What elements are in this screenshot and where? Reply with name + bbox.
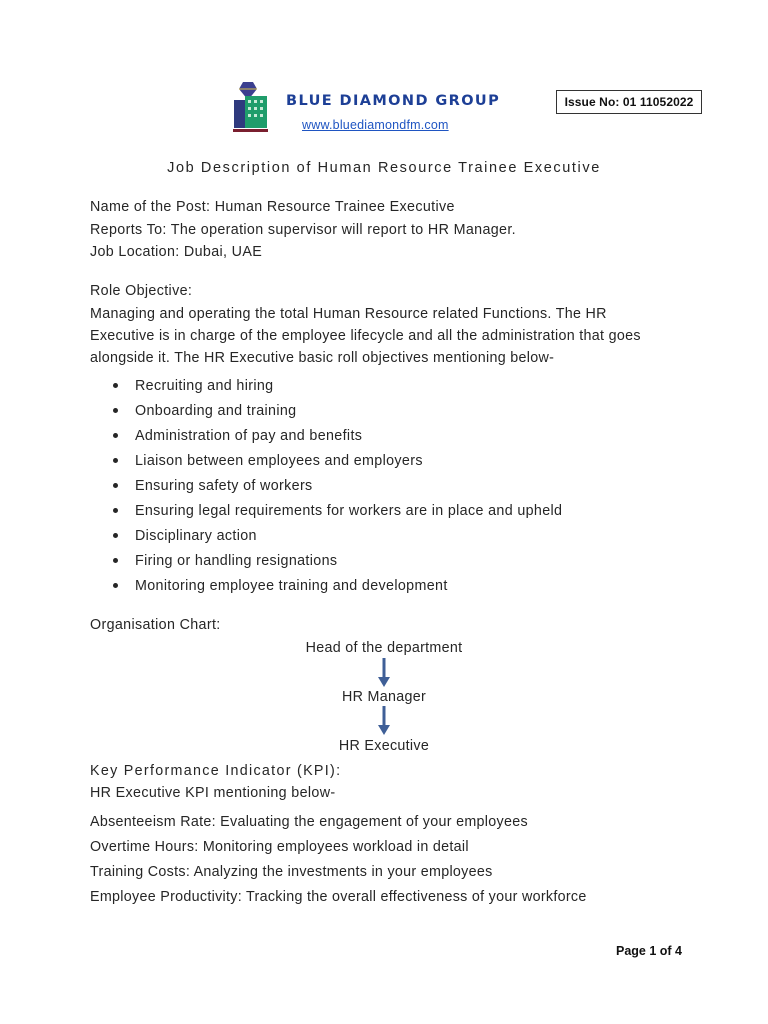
reports-to: Reports To: The operation supervisor will report to HR Manager. bbox=[90, 222, 516, 238]
bullet-icon bbox=[113, 583, 118, 588]
org-node-hr-executive: HR Executive bbox=[338, 738, 430, 754]
list-item: Firing or handling resignations bbox=[113, 548, 562, 573]
bullet-icon bbox=[113, 458, 118, 463]
kpi-intro: HR Executive KPI mentioning below- bbox=[90, 785, 336, 801]
bullet-icon bbox=[113, 433, 118, 438]
role-objective-heading: Role Objective: bbox=[90, 283, 193, 299]
list-item: Ensuring safety of workers bbox=[113, 473, 562, 498]
list-item: Ensuring legal requirements for workers are in place and upheld bbox=[113, 498, 562, 523]
paragraph-line: Managing and operating the total Human Resource related Functions. The HR bbox=[90, 306, 607, 322]
paragraph-line: Executive is in charge of the employee lifecycle and all the administration that goes bbox=[90, 328, 641, 344]
company-website-link[interactable]: www.bluediamondfm.com bbox=[302, 118, 449, 132]
list-item: Recruiting and hiring bbox=[113, 373, 562, 398]
list-item: Administration of pay and benefits bbox=[113, 423, 562, 448]
issue-number-box: Issue No: 01 11052022 bbox=[556, 90, 702, 114]
paragraph-line: alongside it. The HR Executive basic roll objectives mentioning below- bbox=[90, 350, 555, 366]
org-chart-heading: Organisation Chart: bbox=[90, 617, 221, 633]
kpi-item: Absenteeism Rate: Evaluating the engagement of your employees bbox=[90, 814, 528, 830]
blue-diamond-logo bbox=[229, 80, 271, 136]
bullet-icon bbox=[113, 408, 118, 413]
document-title: Job Description of Human Resource Trainee Executive bbox=[167, 160, 601, 176]
list-item: Onboarding and training bbox=[113, 398, 562, 423]
page-number: Page 1 of 4 bbox=[616, 944, 682, 958]
objectives-list bbox=[113, 373, 562, 598]
kpi-item: Training Costs: Analyzing the investments in your employees bbox=[90, 864, 493, 880]
arrow-down-icon bbox=[378, 658, 390, 688]
role-objective-paragraph bbox=[90, 303, 690, 369]
post-name: Name of the Post: Human Resource Trainee Executive bbox=[90, 199, 455, 215]
kpi-item: Employee Productivity: Tracking the overall effectiveness of your workforce bbox=[90, 889, 587, 905]
list-item: Monitoring employee training and development bbox=[113, 573, 562, 598]
company-name: BLUE DIAMOND GROUP bbox=[286, 93, 501, 109]
bullet-icon bbox=[113, 383, 118, 388]
bullet-icon bbox=[113, 483, 118, 488]
job-location: Job Location: Dubai, UAE bbox=[90, 244, 263, 260]
kpi-item: Overtime Hours: Monitoring employees workload in detail bbox=[90, 839, 469, 855]
list-item: Disciplinary action bbox=[113, 523, 562, 548]
bullet-icon bbox=[113, 508, 118, 513]
org-node-hr-manager: HR Manager bbox=[341, 689, 427, 705]
list-item: Liaison between employees and employers bbox=[113, 448, 562, 473]
kpi-heading: Key Performance Indicator (KPI): bbox=[90, 763, 342, 779]
org-node-head: Head of the department bbox=[305, 640, 463, 656]
bullet-icon bbox=[113, 533, 118, 538]
bullet-icon bbox=[113, 558, 118, 563]
arrow-down-icon bbox=[378, 706, 390, 736]
